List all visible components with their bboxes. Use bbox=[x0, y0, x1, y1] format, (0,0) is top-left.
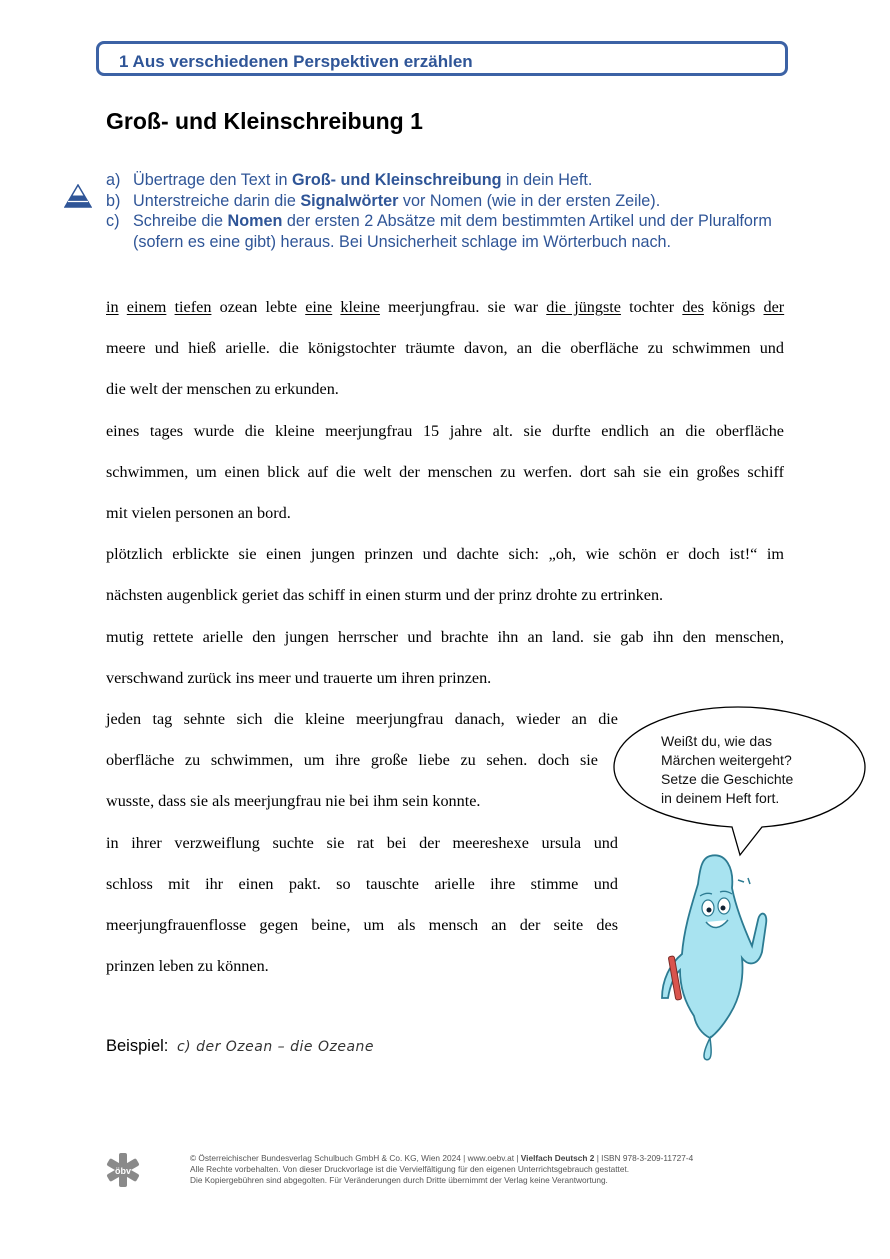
signal-word: der bbox=[763, 298, 785, 316]
example-label: Beispiel: bbox=[106, 1037, 169, 1055]
signal-word: die jüngste bbox=[546, 298, 621, 316]
story-word: tochter bbox=[629, 298, 675, 316]
footer bbox=[190, 1153, 790, 1186]
signal-word: eine bbox=[305, 298, 333, 316]
task-text: vor Nomen (wie in der ersten Zeile). bbox=[398, 191, 661, 210]
story-line: wusste, dass sie als meerjungfrau nie bei ihm sein konnte. bbox=[106, 792, 481, 811]
story-line: eines tages wurde die kleine meerjungfrau 15 jahre alt. sie durfte endlich an die oberfläche bbox=[106, 421, 784, 440]
chapter-header bbox=[96, 41, 788, 76]
story-first-line bbox=[106, 287, 784, 328]
task-label: a) bbox=[106, 171, 121, 189]
task-text: in dein Heft. bbox=[501, 171, 593, 189]
story-word: königs bbox=[712, 298, 756, 316]
story-text-narrow bbox=[106, 699, 618, 987]
task-keyword: Groß- und Kleinschreibung bbox=[291, 171, 502, 189]
signal-word: kleine bbox=[340, 298, 380, 316]
task-text: Übertrage den Text in bbox=[133, 171, 292, 189]
story-line: die welt der menschen zu erkunden. bbox=[106, 380, 339, 399]
story-line: jeden tag sehnte sich die kleine meerjungfrau danach, wieder an die bbox=[106, 710, 618, 728]
story-word: ozean lebte bbox=[219, 298, 298, 316]
story-line: in ihrer verzweiflung suchte sie rat bei der meereshexe ursula und bbox=[106, 833, 618, 852]
task-text: der ersten 2 Absätze mit dem bestimmten Artikel und der Pluralform (sofern es eine gibt) heraus. Bei Unsicherheit schlage im Wörterbuch nach. bbox=[133, 212, 772, 251]
task-label: c) bbox=[106, 212, 120, 230]
story-line: mutig rettete arielle den jungen herrscher und brachte ihn an land. sie gab ihn den menschen, bbox=[106, 627, 784, 646]
story-line: verschwand zurück ins meer und trauerte um ihren prinzen. bbox=[106, 668, 492, 687]
task-b bbox=[106, 191, 796, 212]
story-line: schwimmen, um einen blick auf die welt der menschen zu werfen. dort sah sie ein großes schiff bbox=[106, 462, 784, 481]
page-title: Groß- und Kleinschreibung 1 bbox=[106, 108, 423, 134]
task-text: Schreibe die bbox=[133, 212, 228, 230]
signal-word: in bbox=[106, 298, 119, 316]
svg-text:öbv: öbv bbox=[114, 1166, 132, 1176]
ghost-mascot-icon bbox=[640, 848, 780, 1063]
footer-text: | ISBN 978-3-209-11727-4 bbox=[594, 1153, 694, 1163]
task-keyword: Signalwörter bbox=[300, 191, 399, 210]
bubble-line: in deinem Heft fort. bbox=[661, 790, 780, 806]
task-a bbox=[106, 170, 796, 191]
story-line: plötzlich erblickte sie einen jungen prinzen und dachte sich: „oh, wie schön er doch ist!“ im bbox=[106, 545, 784, 564]
chapter-title: 1 Aus verschiedenen Perspektiven erzählen bbox=[119, 52, 473, 71]
story-line: meere und hieß arielle. die königstochter träumte davon, an die oberfläche zu schwimmen und bbox=[106, 339, 784, 358]
task-label: b) bbox=[106, 191, 121, 210]
example bbox=[106, 1037, 374, 1056]
footer-book-title: Vielfach Deutsch 2 bbox=[520, 1153, 595, 1163]
story-line: nächsten augenblick geriet das schiff in einen sturm und der prinz drohte zu ertrinken. bbox=[106, 586, 664, 605]
story-line: oberfläche zu schwimmen, um ihre große liebe zu sehen. doch sie bbox=[106, 751, 598, 770]
signal-word: einem bbox=[126, 298, 167, 316]
signal-word: tiefen bbox=[174, 298, 212, 316]
bubble-line: Setze die Geschichte bbox=[661, 771, 794, 787]
example-text: c) der Ozean – die Ozeane bbox=[176, 1039, 375, 1055]
oebv-logo-icon bbox=[104, 1152, 142, 1188]
bubble-line: Weißt du, wie das bbox=[661, 733, 773, 749]
story-line: schloss mit ihr einen pakt. so tauschte arielle ihre stimme und bbox=[106, 874, 618, 893]
story-word: meerjungfrau. sie war bbox=[388, 298, 539, 316]
story-line: meerjungfrauenflosse gegen beine, um als mensch an der seite des bbox=[106, 915, 618, 934]
task-list bbox=[106, 170, 796, 252]
signal-word: des bbox=[682, 298, 704, 316]
footer-disclaimer: Die Kopiergebühren sind abgegolten. Für Veränderungen durch Dritte übernimmt der Verlag keine Verantwortung. bbox=[190, 1175, 608, 1185]
speech-bubble-text bbox=[661, 732, 831, 808]
task-c bbox=[106, 211, 796, 252]
footer-text: © Österreichischer Bundesverlag Schulbuch GmbH & Co. KG, Wien 2024 | www.oebv.at | bbox=[190, 1153, 521, 1163]
task-text: Unterstreiche darin die bbox=[133, 191, 301, 210]
story-text-wide bbox=[106, 287, 784, 699]
story-line: prinzen leben zu können. bbox=[106, 957, 269, 976]
task-keyword: Nomen bbox=[227, 212, 283, 230]
footer-copyright bbox=[190, 1153, 790, 1164]
story-line: mit vielen personen an bord. bbox=[106, 503, 291, 522]
footer-rights: Alle Rechte vorbehalten. Von dieser Druckvorlage ist die Vervielfältigung für den eigenen Unterrichtsgebrauch gestattet. bbox=[190, 1164, 630, 1174]
bubble-line: Märchen weitergeht? bbox=[661, 752, 792, 768]
pyramid-level-icon bbox=[64, 184, 92, 208]
